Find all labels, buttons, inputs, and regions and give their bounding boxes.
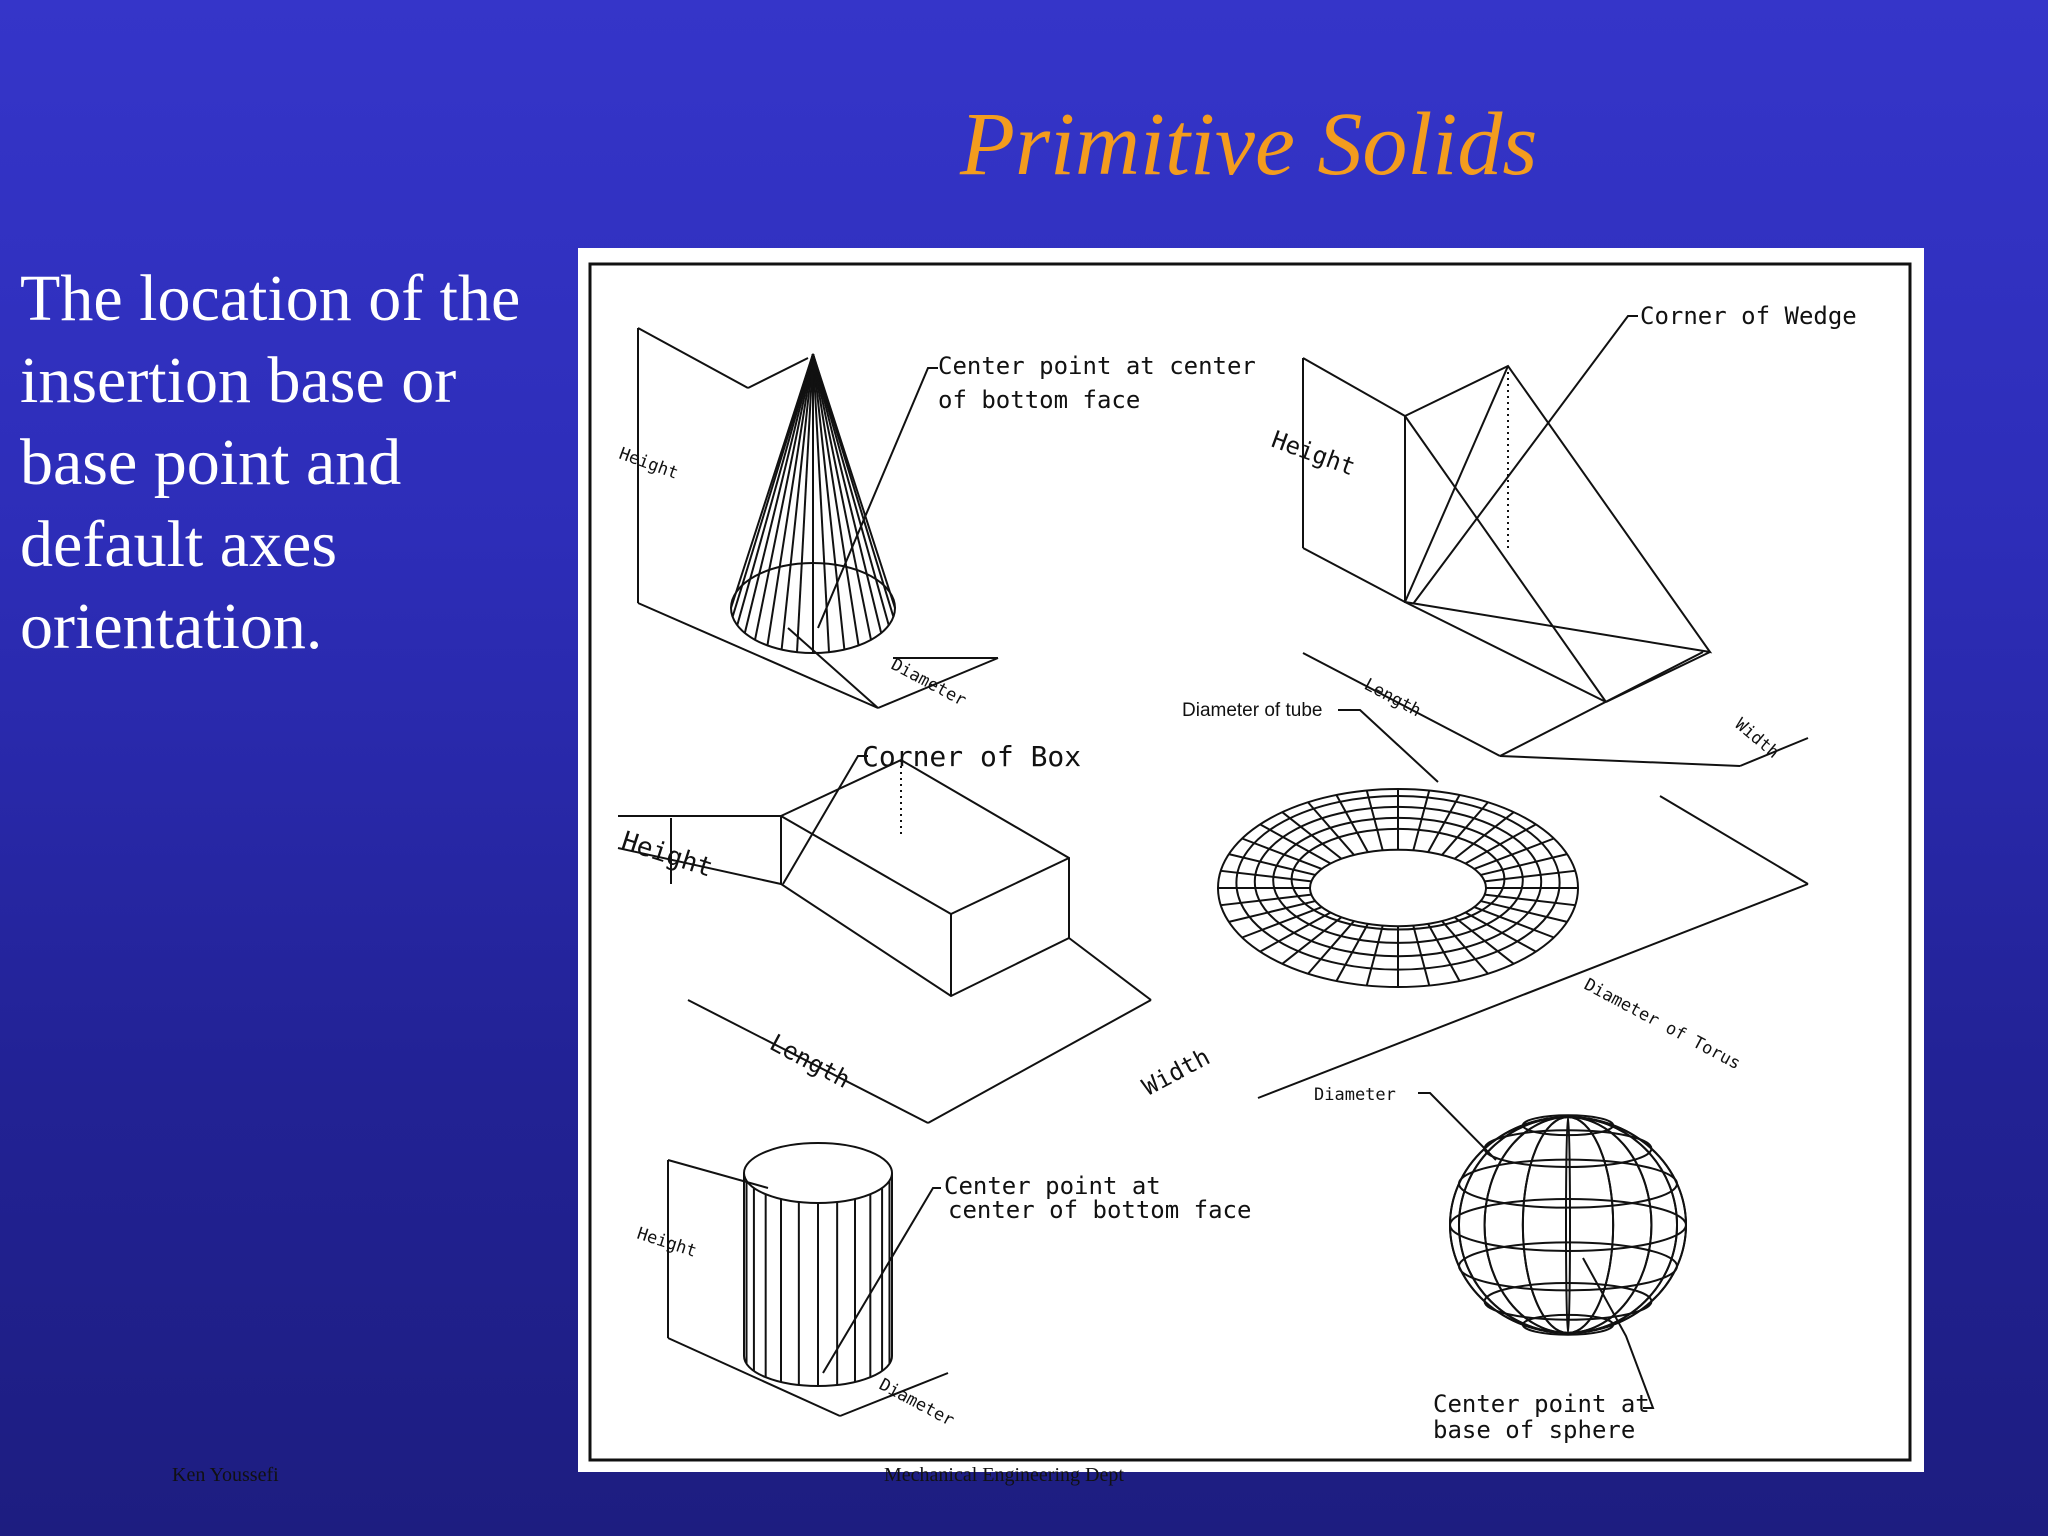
primitive-solids-figure [578,248,1924,1472]
wedge-height-label: Height [1267,425,1359,482]
box-corner-leader [783,756,868,884]
wedge-length-label: Length [1360,674,1425,722]
torus-tube-label: Diameter of tube [1182,700,1323,721]
cylinder-center-label-2: center of bottom face [948,1196,1252,1224]
cone-center-label-1: Center point at center [938,352,1256,380]
cylinder-center-label-1: Center point at [944,1172,1161,1200]
box-width-dim [928,1000,1151,1123]
footer-author: Ken Youssefi [172,1464,279,1486]
box-length-label: Length [765,1028,855,1095]
box-drawing [781,760,1069,996]
cone-center-label-2: of bottom face [938,386,1141,414]
wedge-corner-leader [1413,316,1638,604]
cylinder-diameter-label: Diameter [875,1374,958,1431]
box-height-label: Height [617,826,717,884]
torus-diameter-label: Diameter of Torus [1580,974,1744,1075]
torus-drawing [1218,789,1578,987]
sphere-center-label-1: Center point at [1433,1390,1650,1418]
slide-body-text: The location of the insertion base or base point and default axes orientation. [20,262,521,663]
wedge-corner-label: Corner of Wedge [1640,302,1857,330]
wedge-drawing [1405,366,1710,702]
footer-department: Mechanical Engineering Dept [884,1464,1124,1486]
box-corner-label: Corner of Box [862,740,1082,773]
wedge-width-dim [1500,756,1740,766]
cone-diameter-label: Diameter [887,654,970,711]
wedge-width-label: Width [1730,714,1783,763]
box-width-label: Width [1137,1042,1215,1102]
cone-height-label: Height [616,443,681,484]
sphere-diameter-label: Diameter [1314,1085,1396,1105]
torus-tube-leader [1338,710,1438,782]
slide-title: Primitive Solids [960,95,1538,194]
cylinder-drawing [744,1143,892,1386]
figure-drawing [578,248,1924,1472]
cylinder-height-label: Height [634,1223,700,1262]
sphere-center-label-2: base of sphere [1433,1416,1636,1444]
